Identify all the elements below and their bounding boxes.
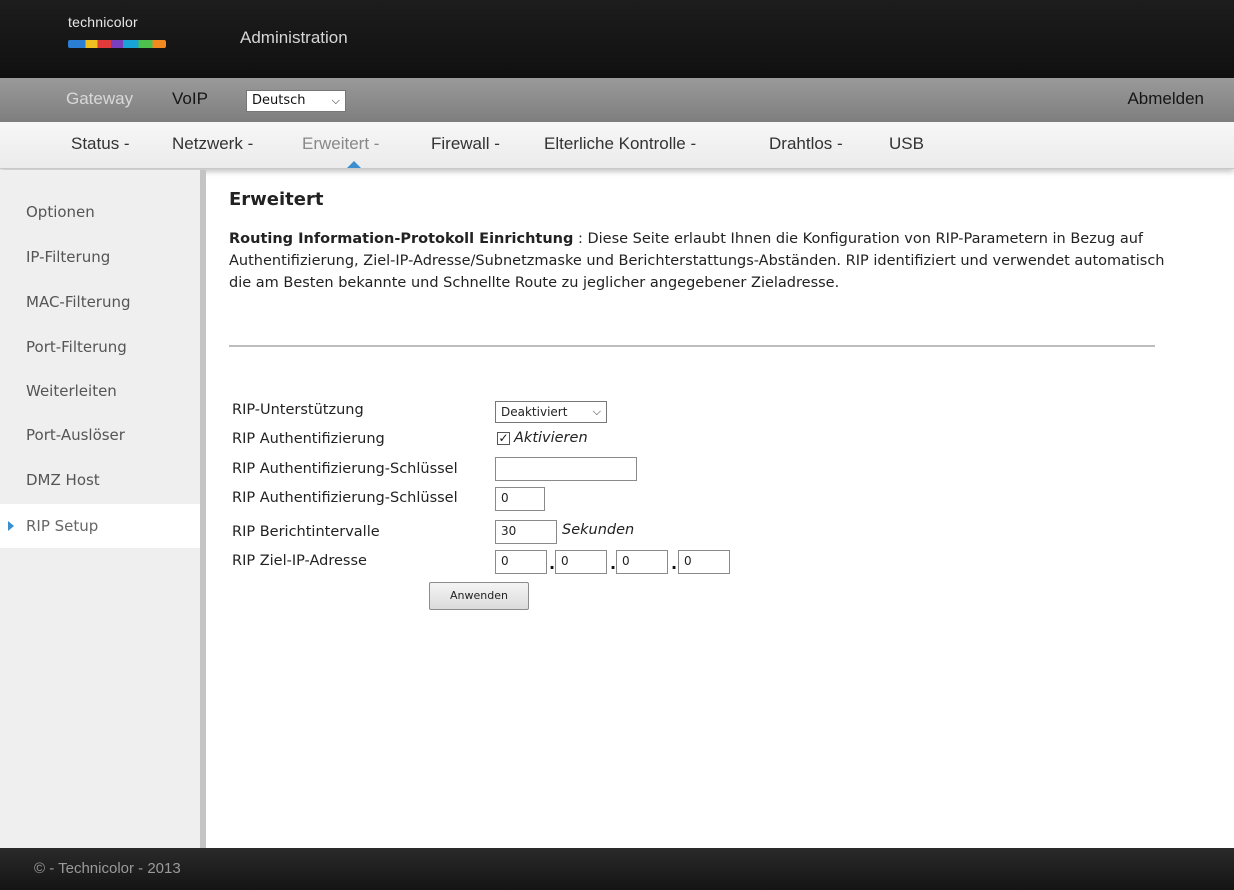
rip-dest-ip-label: RIP Ziel-IP-Adresse — [232, 553, 367, 569]
footer-copyright: © - Technicolor - 2013 — [34, 860, 181, 877]
apply-button[interactable]: Anwenden — [429, 582, 529, 610]
tab-status[interactable]: Status - — [71, 134, 130, 153]
technicolor-logo[interactable] — [64, 14, 174, 64]
sidebar-item-label: Port-Auslöser — [26, 426, 125, 444]
rip-auth-label: RIP Authentifizierung — [232, 431, 385, 447]
ip-dot: . — [610, 554, 617, 573]
tab-firewall[interactable]: Firewall - — [431, 134, 500, 153]
logo-stripe-icon — [68, 40, 166, 48]
app-title: Administration — [240, 28, 348, 47]
language-select[interactable] — [246, 90, 346, 112]
sidebar-item-label: Weiterleiten — [26, 382, 117, 400]
rip-auth-key-label: RIP Authentifizierung-Schlüssel — [232, 461, 458, 477]
sidebar-item-mac-filterung[interactable] — [0, 280, 200, 324]
sidebar-divider — [200, 170, 206, 848]
rip-auth-check-label: Aktivieren — [514, 430, 588, 446]
chevron-down-icon: ⌵ — [331, 94, 340, 107]
rip-interval-label: RIP Berichtintervalle — [232, 524, 380, 540]
dest-ip-octet-1[interactable]: 0 — [495, 550, 547, 574]
top-nav — [0, 78, 1234, 122]
sidebar-item-dmz-host[interactable] — [0, 458, 200, 502]
sidebar-item-port-filterung[interactable] — [0, 325, 200, 369]
chevron-down-icon: ⌵ — [592, 405, 601, 418]
sidebar-item-weiterleiten[interactable] — [0, 369, 200, 413]
rip-support-select[interactable] — [495, 401, 607, 423]
rip-interval-input[interactable]: 30 — [495, 520, 557, 544]
sidebar-item-ip-filterung[interactable] — [0, 235, 200, 279]
logout-link[interactable]: Abmelden — [1127, 89, 1204, 108]
tab-drahtlos[interactable]: Drahtlos - — [769, 134, 843, 153]
tab-netzwerk[interactable]: Netzwerk - — [172, 134, 254, 153]
dest-ip-octet-4[interactable]: 0 — [678, 550, 730, 574]
nav-gateway[interactable]: Gateway — [66, 89, 134, 108]
tab-elterliche-kontrolle[interactable]: Elterliche Kontrolle - — [544, 134, 697, 153]
rip-interval-unit: Sekunden — [562, 522, 635, 538]
nav-voip[interactable]: VoIP — [172, 89, 208, 108]
sidebar-item-label: RIP Setup — [26, 517, 99, 535]
footer — [0, 848, 1234, 890]
sidebar-item-optionen[interactable] — [0, 190, 200, 234]
main-tabs — [0, 122, 1234, 169]
sidebar-item-rip-setup[interactable] — [0, 504, 200, 548]
tab-usb[interactable]: USB — [889, 134, 924, 153]
sidebar-item-label: DMZ Host — [26, 471, 100, 489]
rip-auth-checkbox[interactable]: ✓ — [498, 431, 509, 445]
sidebar-item-label: MAC-Filterung — [26, 293, 131, 311]
language-value: Deutsch — [252, 93, 306, 108]
header-bar — [0, 0, 1234, 78]
ip-dot: . — [549, 554, 556, 573]
sidebar-item-label: Port-Filterung — [26, 338, 127, 356]
rip-support-value: Deaktiviert — [501, 405, 568, 419]
divider — [229, 345, 1155, 347]
rip-support-label: RIP-Unterstützung — [232, 402, 364, 418]
sidebar-item-label: Optionen — [26, 203, 95, 221]
sidebar-item-label: IP-Filterung — [26, 248, 111, 266]
dest-ip-octet-2[interactable]: 0 — [555, 550, 607, 574]
active-tab-indicator-icon — [347, 161, 361, 168]
rip-auth-key-input[interactable] — [495, 457, 637, 481]
logo-text: technicolor — [68, 14, 138, 30]
page-title: Erweitert — [229, 189, 324, 210]
sidebar-item-port-ausloeser[interactable] — [0, 413, 200, 457]
rip-auth-key-id-label: RIP Authentifizierung-Schlüssel — [232, 490, 458, 506]
page-description — [229, 228, 1169, 294]
dest-ip-octet-3[interactable]: 0 — [616, 550, 668, 574]
sidebar — [0, 170, 200, 848]
active-arrow-icon — [8, 521, 14, 531]
intro-separator: : — [573, 231, 588, 247]
intro-text: Diese Seite erlaubt Ihnen die Konfiguration von RIP-Parametern in Bezug auf Authentifizierung, Ziel-IP-Adresse/Subnetzmaske und Berichterstattungs-Abständen. RIP identifiziert und verwendet automatisch die am Besten bekannte und Schnellte Route zu jeglicher angegebener Zieladresse. — [229, 231, 1165, 291]
intro-heading: Routing Information-Protokoll Einrichtung — [229, 231, 574, 247]
rip-auth-key-id-input[interactable]: 0 — [495, 487, 545, 511]
tab-erweitert[interactable]: Erweitert - — [302, 134, 380, 153]
ip-dot: . — [671, 554, 678, 573]
